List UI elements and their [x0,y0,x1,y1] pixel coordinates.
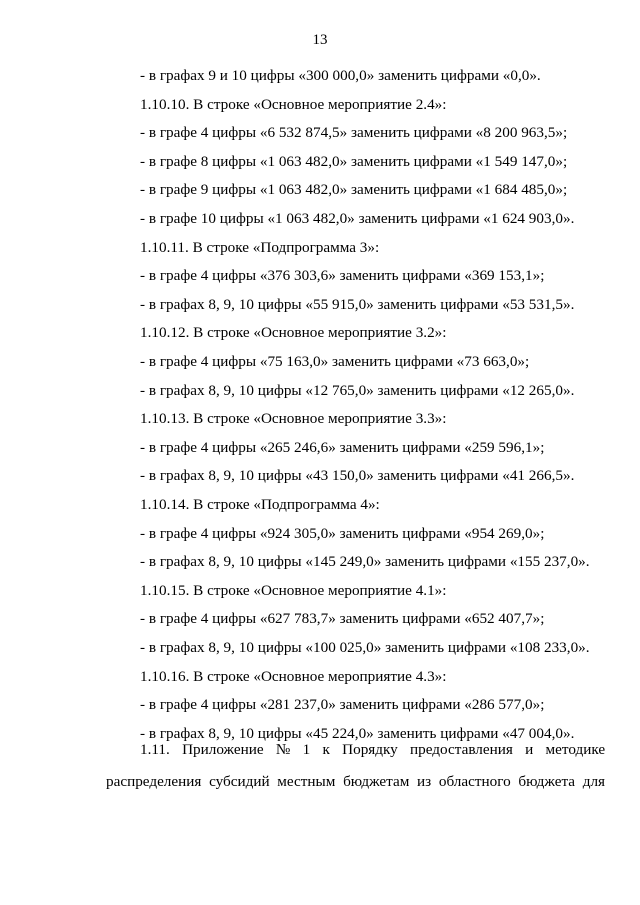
paragraph-line-1 [140,741,605,759]
list-item: - в графе 4 цифры «265 246,6» заменить цифрами «259 596,1»; [140,438,545,456]
paragraph-word: бюджетам [343,773,410,790]
list-item: - в графе 4 цифры «627 783,7» заменить цифрами «652 407,7»; [140,610,545,628]
section-heading: 1.10.10. В строке «Основное мероприятие 2.4»: [140,95,447,113]
list-item: - в графе 10 цифры «1 063 482,0» заменить цифрами «1 624 903,0». [140,210,575,227]
paragraph-word: распределения [106,773,202,790]
paragraph-word: и [525,741,534,758]
list-item: - в графе 4 цифры «6 532 874,5» заменить цифрами «8 200 963,5»; [140,124,568,142]
section-heading: 1.10.11. В строке «Подпрограмма 3»: [140,238,380,256]
section-heading: 1.10.14. В строке «Подпрограмма 4»: [140,496,380,513]
list-item: - в графе 8 цифры «1 063 482,0» заменить цифрами «1 549 147,0»; [140,152,568,170]
paragraph-word: к [322,741,330,758]
list-item: - в графах 8, 9, 10 цифры «12 765,0» заменить цифрами «12 265,0». [140,381,575,399]
section-heading: 1.10.16. В строке «Основное мероприятие 4.3»: [140,667,447,685]
paragraph-word: 1.11. [140,741,170,758]
section-heading: 1.10.13. В строке «Основное мероприятие 3.3»: [140,410,447,428]
paragraph-word: из [417,773,432,790]
paragraph-word: местным [277,773,336,790]
paragraph-line-2 [106,773,605,791]
list-item: - в графах 8, 9, 10 цифры «43 150,0» заменить цифрами «41 266,5». [140,467,575,485]
paragraph-word: субсидий [209,773,270,790]
list-item: - в графе 4 цифры «75 163,0» заменить цифрами «73 663,0»; [140,353,530,370]
paragraph-word: Приложение [182,741,264,758]
paragraph-word: методике [545,741,606,758]
paragraph-word: бюджета [518,773,576,790]
list-item: - в графах 8, 9, 10 цифры «45 224,0» заменить цифрами «47 004,0». [140,724,575,742]
paragraph-word: областного [438,773,511,790]
paragraph-word: для [582,773,606,790]
paragraph-word: предоставления [410,741,513,758]
list-item: - в графах 8, 9, 10 цифры «100 025,0» заменить цифрами «108 233,0». [140,639,590,656]
list-item: - в графах 8, 9, 10 цифры «55 915,0» заменить цифрами «53 531,5». [140,295,575,313]
list-item: - в графе 4 цифры «281 237,0» заменить цифрами «286 577,0»; [140,696,545,714]
paragraph-word: 1 [302,741,311,758]
page-number: 13 [312,32,328,48]
list-item: - в графе 4 цифры «376 303,6» заменить цифрами «369 153,1»; [140,267,545,285]
list-item: - в графе 4 цифры «924 305,0» заменить цифрами «954 269,0»; [140,524,545,542]
paragraph-word: № [275,741,291,758]
list-item: - в графе 9 цифры «1 063 482,0» заменить цифрами «1 684 485,0»; [140,181,568,199]
section-heading: 1.10.12. В строке «Основное мероприятие 3.2»: [140,324,447,342]
list-item: - в графах 9 и 10 цифры «300 000,0» заменить цифрами «0,0». [140,67,541,84]
section-heading: 1.10.15. В строке «Основное мероприятие 4.1»: [140,581,447,599]
paragraph-word: Порядку [342,741,398,758]
list-item: - в графах 8, 9, 10 цифры «145 249,0» заменить цифрами «155 237,0». [140,553,590,571]
